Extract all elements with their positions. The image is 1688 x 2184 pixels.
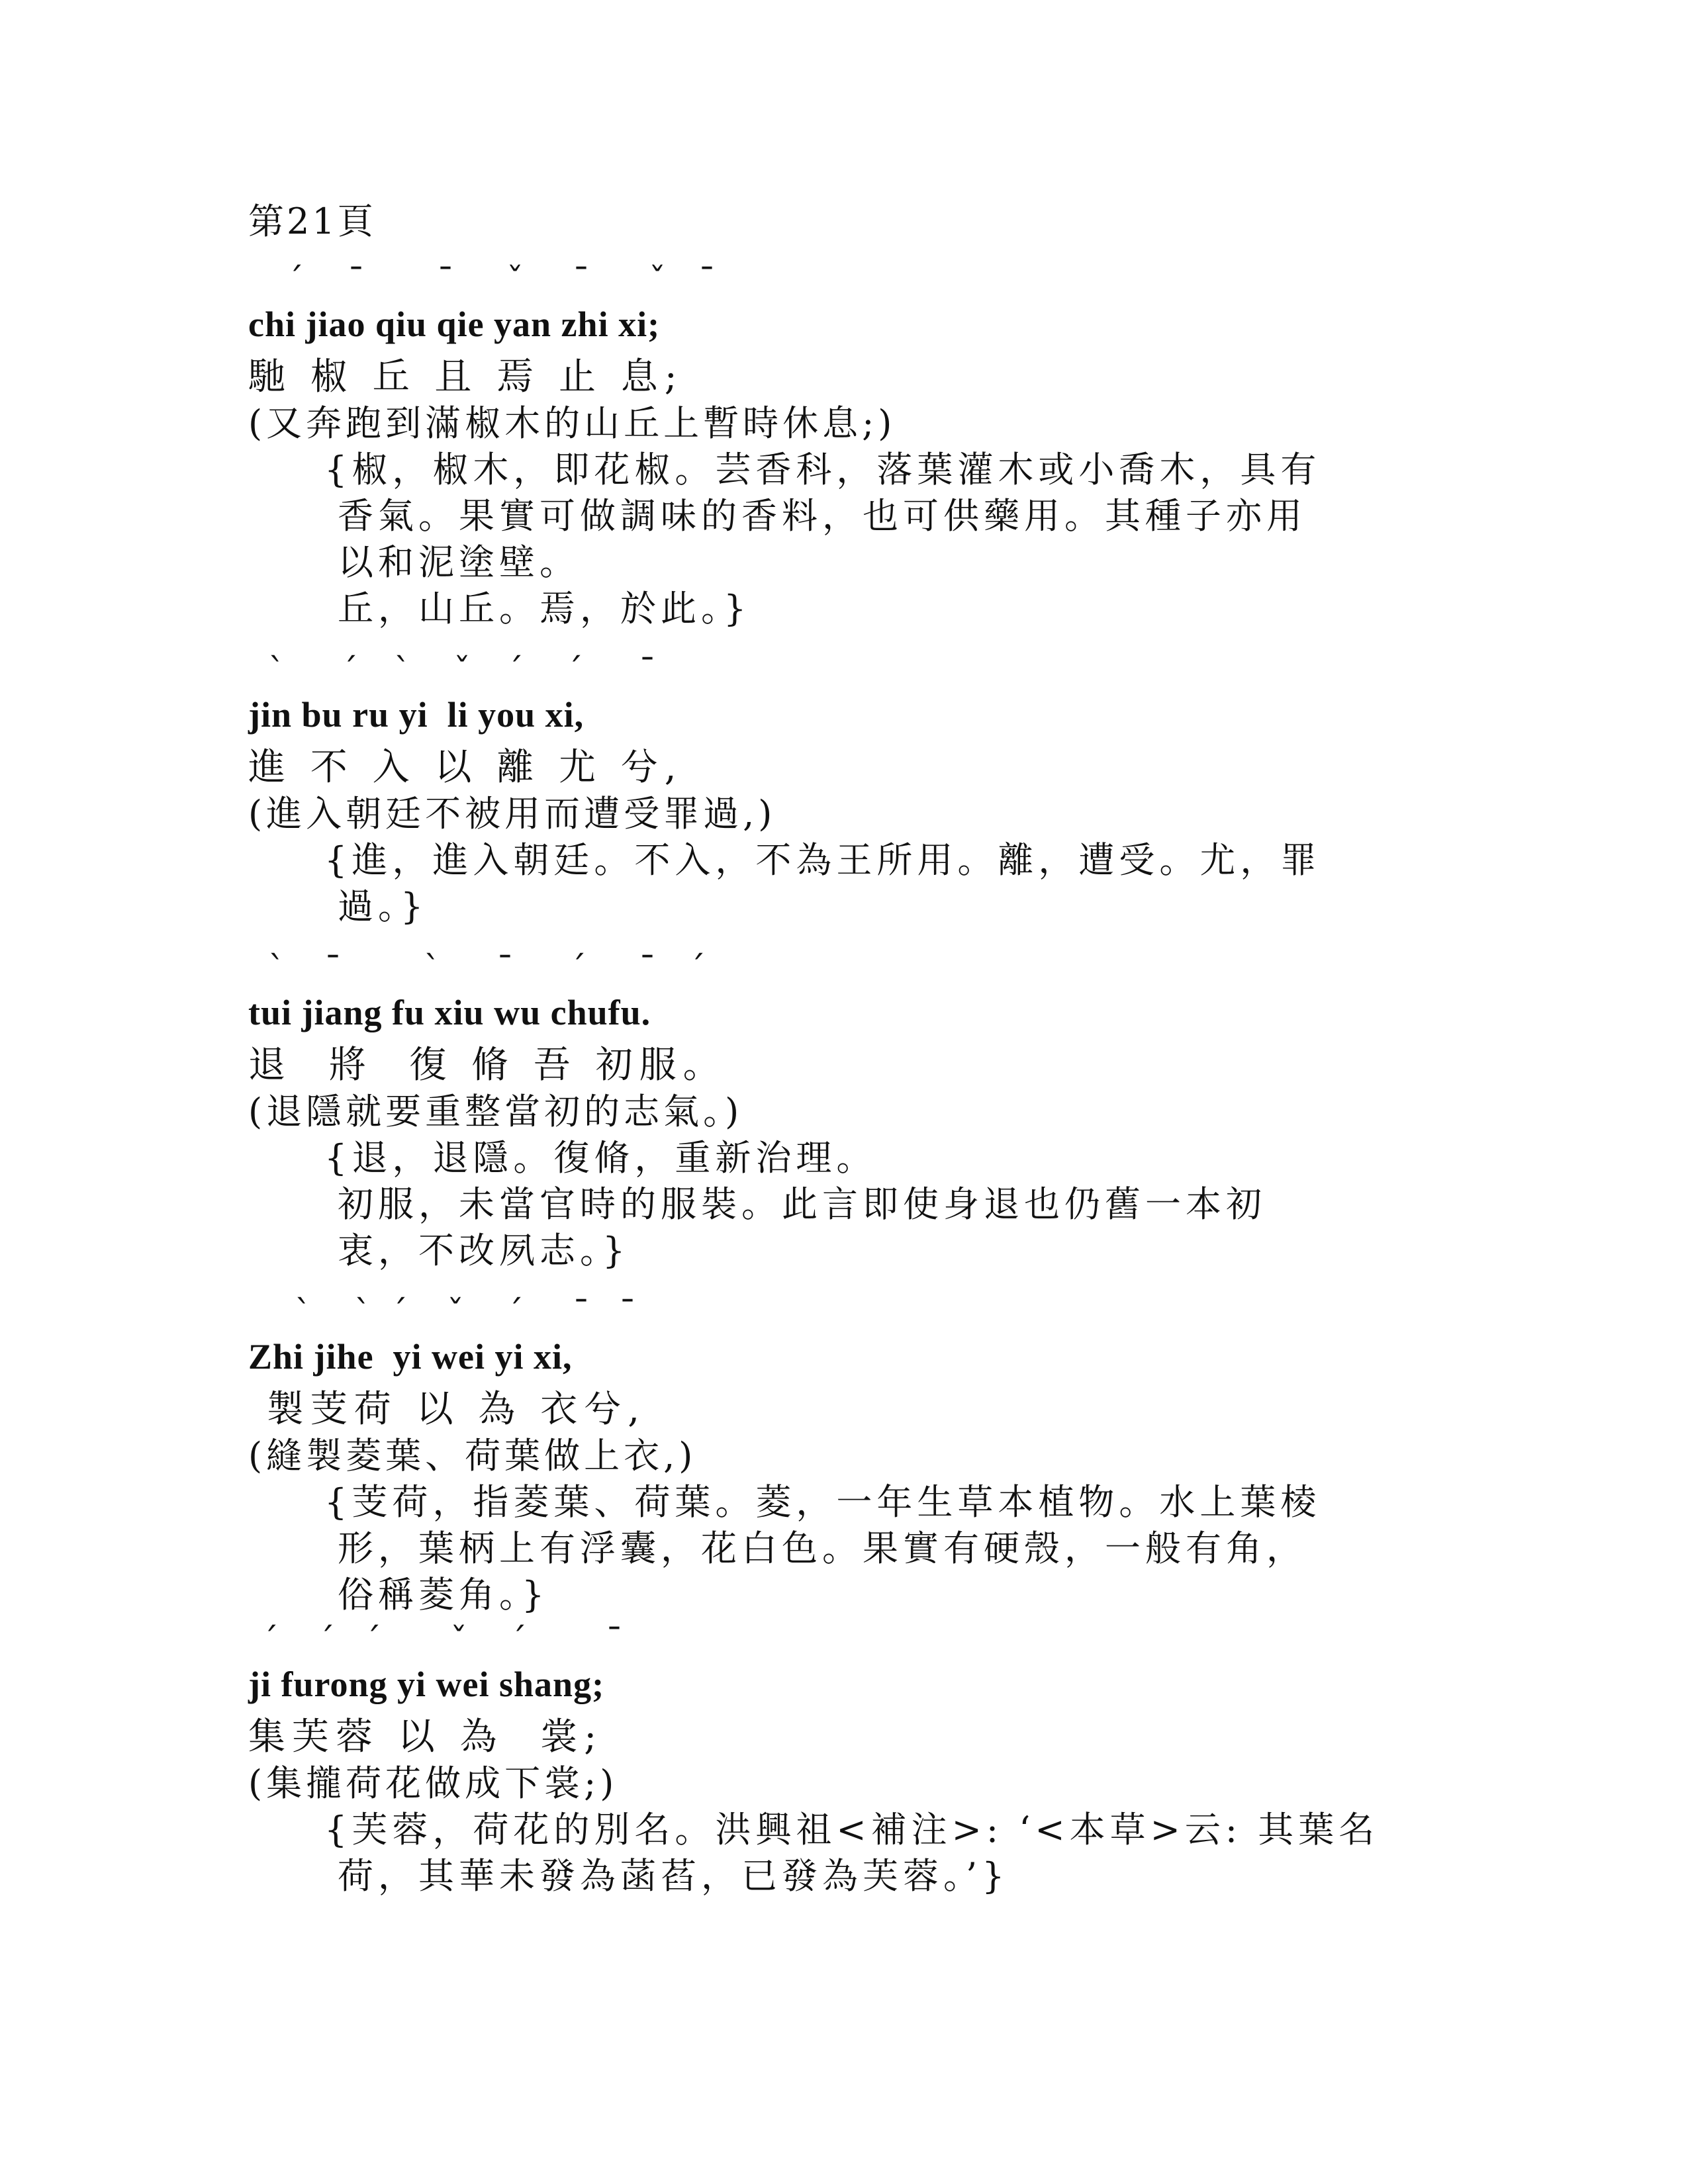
- annotation-line: {芙蓉，荷花的別名。洪興祖<補注>: ‘<本草>云: 其葉名: [324, 1809, 1380, 1850]
- tone-mark: ˇ: [453, 652, 471, 692]
- annotation: [324, 837, 1476, 930]
- tone-marks: [248, 1294, 844, 1334]
- chinese-text: 馳 椒 丘 且 焉 止 息;: [248, 355, 684, 398]
- tone-mark: ˊ: [261, 1621, 279, 1661]
- annotation-line: 以和泥塗壁。: [338, 541, 580, 583]
- tone-mark: ˇ: [506, 261, 524, 301]
- pinyin-line: [248, 261, 1506, 354]
- annotation-line: 初服，未當官時的服裝。此言即使身退也仍舊一本初: [338, 1183, 1266, 1225]
- tone-mark: ˋ: [295, 1294, 312, 1334]
- tone-mark: ˉ: [606, 1621, 623, 1661]
- tone-marks: [248, 1621, 844, 1661]
- annotation-line: {芰荷，指菱葉、荷葉。菱，一年生草本植物。水上葉棱: [324, 1481, 1321, 1523]
- verse-block: [248, 652, 1506, 930]
- annotation-line: 過。}: [338, 886, 428, 927]
- tone-mark: ˉ: [324, 950, 342, 989]
- tone-mark: ˋ: [354, 1294, 371, 1334]
- annotation: [324, 447, 1476, 632]
- tone-mark: ˉ: [573, 1294, 590, 1334]
- annotation-line: 衷，不改夙志。}: [338, 1230, 630, 1271]
- tone-mark: ˉ: [348, 261, 365, 301]
- chinese-text: 集芙蓉 以 為 裳;: [248, 1715, 604, 1758]
- annotation-line: 丘，山丘。焉，於此。}: [338, 588, 751, 629]
- tone-mark: ˊ: [506, 1294, 524, 1334]
- annotation-line: 形，葉柄上有浮囊，花白色。果實有硬殼，一般有角，: [338, 1527, 1307, 1569]
- translation: (退隱就要重整當初的志氣。): [248, 1091, 743, 1132]
- pinyin-line: [248, 652, 1506, 745]
- pinyin-text: jin bu ru yi li you xi,: [248, 695, 585, 735]
- tone-mark: ˊ: [688, 950, 706, 989]
- tone-mark: ˉ: [639, 652, 656, 692]
- tone-mark: ˊ: [569, 950, 586, 989]
- page-number: 第21頁: [248, 201, 376, 242]
- annotation-line: {進，進入朝廷。不入，不為王所用。離，遭受。尤，罪: [324, 839, 1321, 881]
- tone-mark: ˋ: [424, 950, 441, 989]
- tone-mark: ˊ: [506, 652, 524, 692]
- pinyin-text: chi jiao qiu qie yan zhi xi;: [248, 304, 661, 344]
- annotation-line: {退，退隱。復脩，重新治理。: [324, 1137, 877, 1179]
- annotation: [324, 1479, 1476, 1618]
- chinese-text: 退 將 復 脩 吾 初服。: [248, 1044, 727, 1087]
- translation: (集攏荷花做成下裳;): [248, 1762, 618, 1804]
- pinyin-text: tui jiang fu xiu wu chufu.: [248, 993, 651, 1032]
- translation: (縫製菱葉、荷葉做上衣,): [248, 1435, 697, 1477]
- tone-mark: ˉ: [573, 261, 590, 301]
- tone-mark: ˇ: [447, 1294, 464, 1334]
- tone-mark: ˊ: [566, 652, 583, 692]
- tone-mark: ˊ: [287, 261, 304, 301]
- pinyin-line: [248, 1621, 1506, 1714]
- verse-block: [248, 1621, 1506, 1899]
- tone-mark: ˊ: [341, 652, 358, 692]
- tone-mark: ˋ: [394, 652, 411, 692]
- tone-mark: ˇ: [649, 261, 666, 301]
- annotation-line: {椒，椒木，即花椒。芸香科，落葉灌木或小喬木，具有: [324, 449, 1321, 490]
- tone-mark: ˋ: [268, 950, 285, 989]
- annotation-line: 香氣。果實可做調味的香料，也可供藥用。其種子亦用: [338, 495, 1307, 537]
- tone-mark: ˉ: [639, 950, 656, 989]
- pinyin-text: ji furong yi wei shang;: [248, 1664, 605, 1704]
- verse-block: [248, 950, 1506, 1274]
- tone-mark: ˋ: [268, 652, 285, 692]
- tone-marks: [248, 652, 844, 692]
- tone-mark: ˊ: [510, 1621, 527, 1661]
- verse-block: [248, 261, 1506, 632]
- translation: (進入朝廷不被用而遭受罪過,): [248, 793, 776, 835]
- tone-mark: ˇ: [450, 1621, 467, 1661]
- tone-mark: ˊ: [391, 1294, 408, 1334]
- tone-marks: [248, 950, 844, 989]
- tone-mark: ˉ: [698, 261, 716, 301]
- verse-block: [248, 1294, 1506, 1618]
- annotation: [324, 1135, 1476, 1274]
- translation: (又奔跑到滿椒木的山丘上暫時休息;): [248, 402, 896, 444]
- pinyin-line: [248, 1294, 1506, 1387]
- annotation-line: 俗稱菱角。}: [338, 1574, 549, 1615]
- annotation: [324, 1807, 1476, 1899]
- tone-mark: ˉ: [496, 950, 514, 989]
- pinyin-text: Zhi jihe yi wei yi xi,: [248, 1337, 573, 1377]
- tone-mark: ˉ: [619, 1294, 636, 1334]
- annotation-line: 荷，其華未發為菡萏，已發為芙蓉。’}: [338, 1855, 1009, 1897]
- chinese-text: 進 不 入 以 離 尤 兮,: [248, 746, 683, 789]
- chinese-text: 製芰荷 以 為 衣兮,: [248, 1388, 647, 1431]
- tone-mark: ˊ: [318, 1621, 335, 1661]
- tone-marks: [248, 261, 844, 301]
- tone-mark: ˊ: [364, 1621, 381, 1661]
- pinyin-line: [248, 950, 1506, 1042]
- tone-mark: ˉ: [437, 261, 454, 301]
